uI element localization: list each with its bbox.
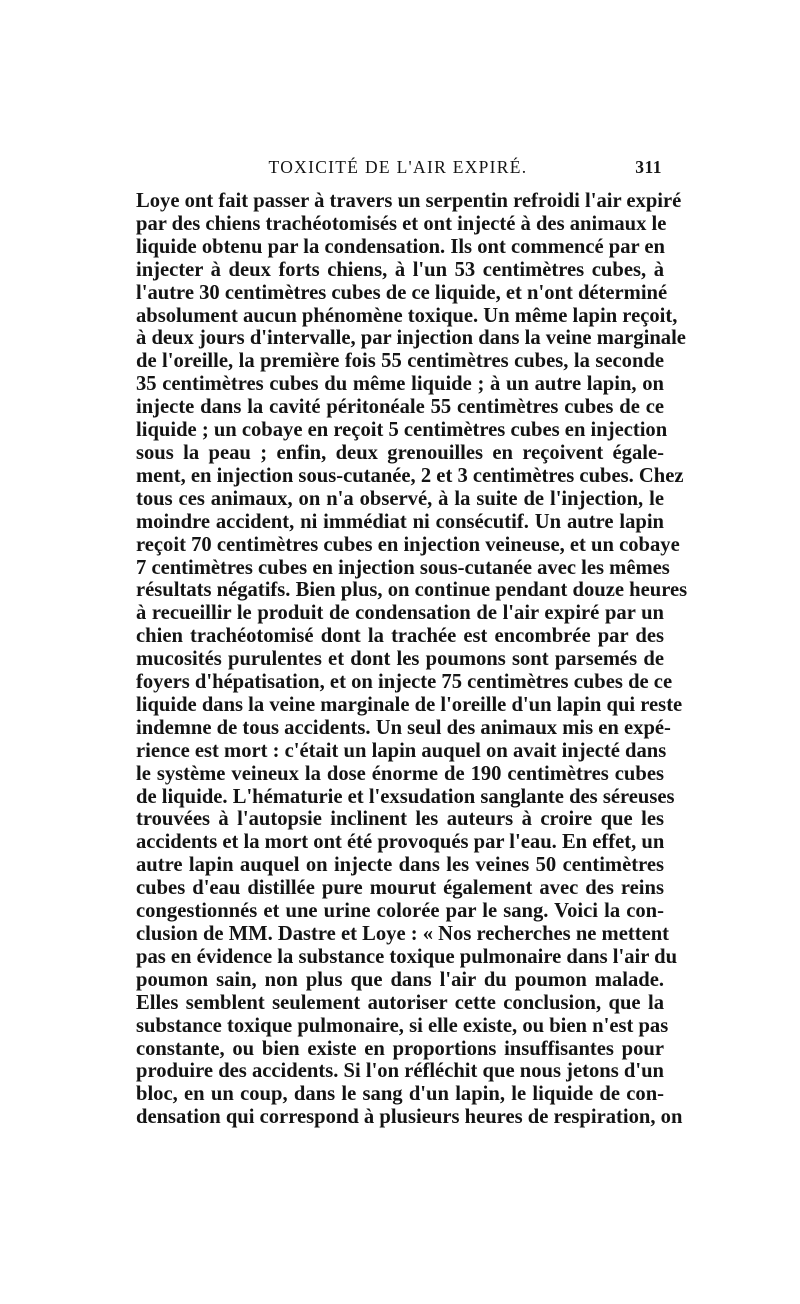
text-line: cubes d'eau distillée pure mourut également avec des reins (136, 877, 664, 900)
text-line: accidents et la mort ont été provoqués par l'eau. En effet, un (136, 831, 665, 854)
text-line: tous ces animaux, on n'a observé, à la suite de l'injection, le (136, 487, 664, 510)
text-line: moindre accident, ni immédiat ni consécutif. Un autre lapin (136, 510, 664, 533)
text-line: indemne de tous accidents. Un seul des animaux mis en expé- (136, 716, 671, 739)
text-line: mucosités purulentes et dont les poumons sont parsemés de (136, 648, 664, 671)
text-line: substance toxique pulmonaire, si elle existe, ou bien n'est pas (136, 1014, 669, 1037)
text-line: clusion de MM. Dastre et Loye : « Nos recherches ne mettent (136, 923, 670, 945)
text-line: congestionnés et une urine colorée par le sang. Voici la con- (136, 900, 664, 923)
text-line: Loye ont fait passer à travers un serpentin refroidi l'air expiré (136, 190, 682, 212)
text-line: ment, en injection sous-cutanée, 2 et 3 centimètres cubes. Chez (136, 464, 684, 487)
text-line: le système veineux la dose énorme de 190 centimètres cubes (136, 762, 664, 785)
running-title: TOXICITÉ DE L'AIR EXPIRÉ. (268, 157, 528, 177)
text-line: autre lapin auquel on injecte dans les veines 50 centimètres (136, 854, 664, 877)
text-line: reçoit 70 centimètres cubes en injection veineuse, et un cobaye (136, 533, 680, 556)
text-line: liquide obtenu par la condensation. Ils ont commencé par en (136, 235, 666, 258)
text-line: liquide dans la veine marginale de l'oreille d'un lapin qui reste (136, 693, 683, 716)
text-line: 35 centimètres cubes du même liquide ; à un autre lapin, on (136, 373, 664, 396)
text-line: constante, ou bien existe en proportions insuffisantes pour (136, 1037, 664, 1060)
text-line: résultats négatifs. Bien plus, on continue pendant douze heures (136, 579, 688, 602)
text-line: sous la peau ; enfin, deux grenouilles en reçoivent égale- (136, 441, 664, 464)
text-line: trouvées à l'autopsie inclinent les auteurs à croire que les (136, 808, 664, 831)
body-paragraph (136, 190, 688, 1129)
text-line: bloc, en un coup, dans le sang d'un lapin, le liquide de con- (136, 1083, 664, 1106)
text-line: foyers d'hépatisation, et on injecte 75 centimètres cubes de ce (136, 671, 673, 694)
text-line: poumon sain, non plus que dans l'air du poumon malade. (136, 968, 664, 991)
text-line: injecte dans la cavité péritonéale 55 centimètres cubes de ce (136, 396, 664, 419)
text-line: 7 centimètres cubes en injection sous-cutanée avec les mêmes (136, 556, 670, 579)
text-line: par des chiens trachéotomisés et ont injecté à des animaux le (136, 212, 667, 235)
text-line: à recueillir le produit de condensation de l'air expiré par un (136, 602, 664, 625)
text-line: liquide ; un cobaye en reçoit 5 centimètres cubes en injection (136, 419, 668, 442)
text-line: densation qui correspond à plusieurs heures de respiration, on (136, 1106, 683, 1129)
text-line: rience est mort : c'était un lapin auquel on avait injecté dans (136, 739, 667, 762)
text-line: l'autre 30 centimètres cubes de ce liquide, et n'ont déterminé (136, 281, 668, 304)
text-line: chien trachéotomisé dont la trachée est encombrée par des (136, 625, 664, 648)
text-line: à deux jours d'intervalle, par injection dans la veine marginale (136, 327, 686, 350)
page-number: 311 (635, 157, 662, 177)
text-line: de liquide. L'hématurie et l'exsudation sanglante des séreuses (136, 785, 675, 808)
text-line: injecter à deux forts chiens, à l'un 53 centimètres cubes, à (136, 258, 664, 281)
page-header (134, 157, 662, 183)
text-line: absolument aucun phénomène toxique. Un même lapin reçoit, (136, 304, 678, 327)
text-line: pas en évidence la substance toxique pulmonaire dans l'air du (136, 945, 678, 968)
text-line: Elles semblent seulement autoriser cette conclusion, que la (136, 991, 664, 1014)
text-line: de l'oreille, la première fois 55 centimètres cubes, la seconde (136, 350, 664, 373)
text-line: produire des accidents. Si l'on réfléchit que nous jetons d'un (136, 1060, 664, 1083)
